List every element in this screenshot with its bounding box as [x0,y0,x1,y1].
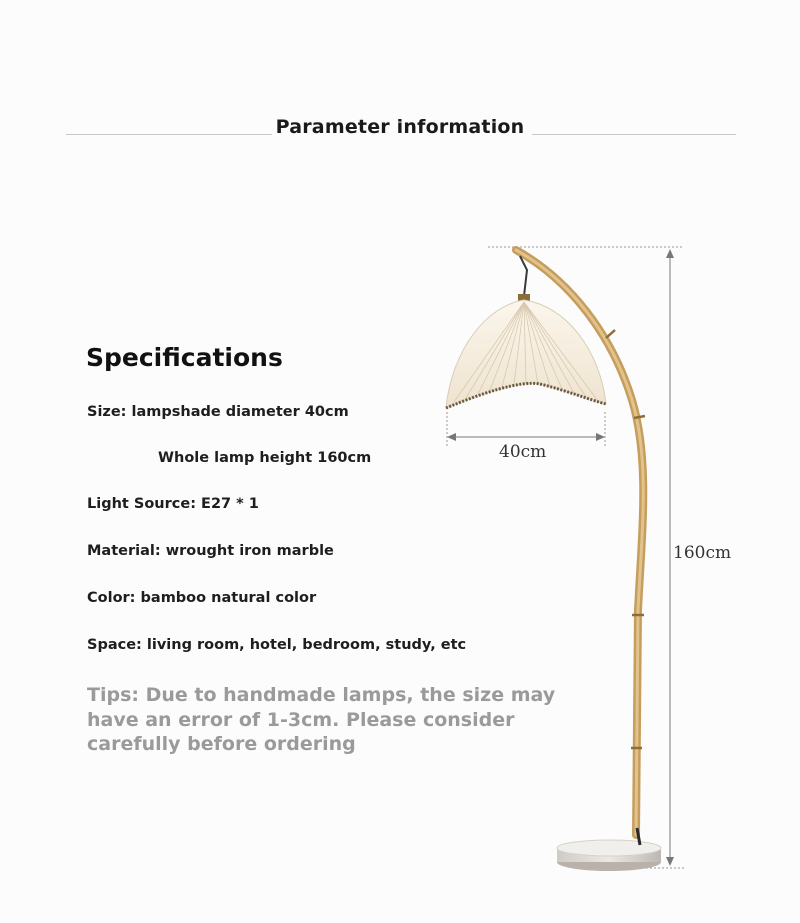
spec-size: Size: lampshade diameter 40cm [87,404,349,420]
spec-material: Material: wrought iron marble [87,543,334,559]
spec-light-source: Light Source: E27 * 1 [87,496,259,512]
height-arrow-top [666,249,674,258]
spec-space: Space: living room, hotel, bedroom, study, etc [87,637,467,653]
marble-base-top [557,840,661,856]
width-arrow-left [447,433,456,441]
spec-height: Whole lamp height 160cm [158,450,372,466]
section-title: Parameter information [275,116,525,138]
tips-note: Tips: Due to handmade lamps, the size may have an error of 1-3cm. Please consider carefully before ordering [87,684,556,755]
shade-width-label: 40cm [499,442,547,462]
total-height-label: 160cm [673,543,732,563]
width-arrow-right [596,433,605,441]
spec-color: Color: bamboo natural color [87,590,317,606]
shade-hanger [520,256,527,296]
height-arrow-bottom [666,857,674,866]
specifications-heading: Specifications [86,343,283,372]
bamboo-node [606,330,615,338]
